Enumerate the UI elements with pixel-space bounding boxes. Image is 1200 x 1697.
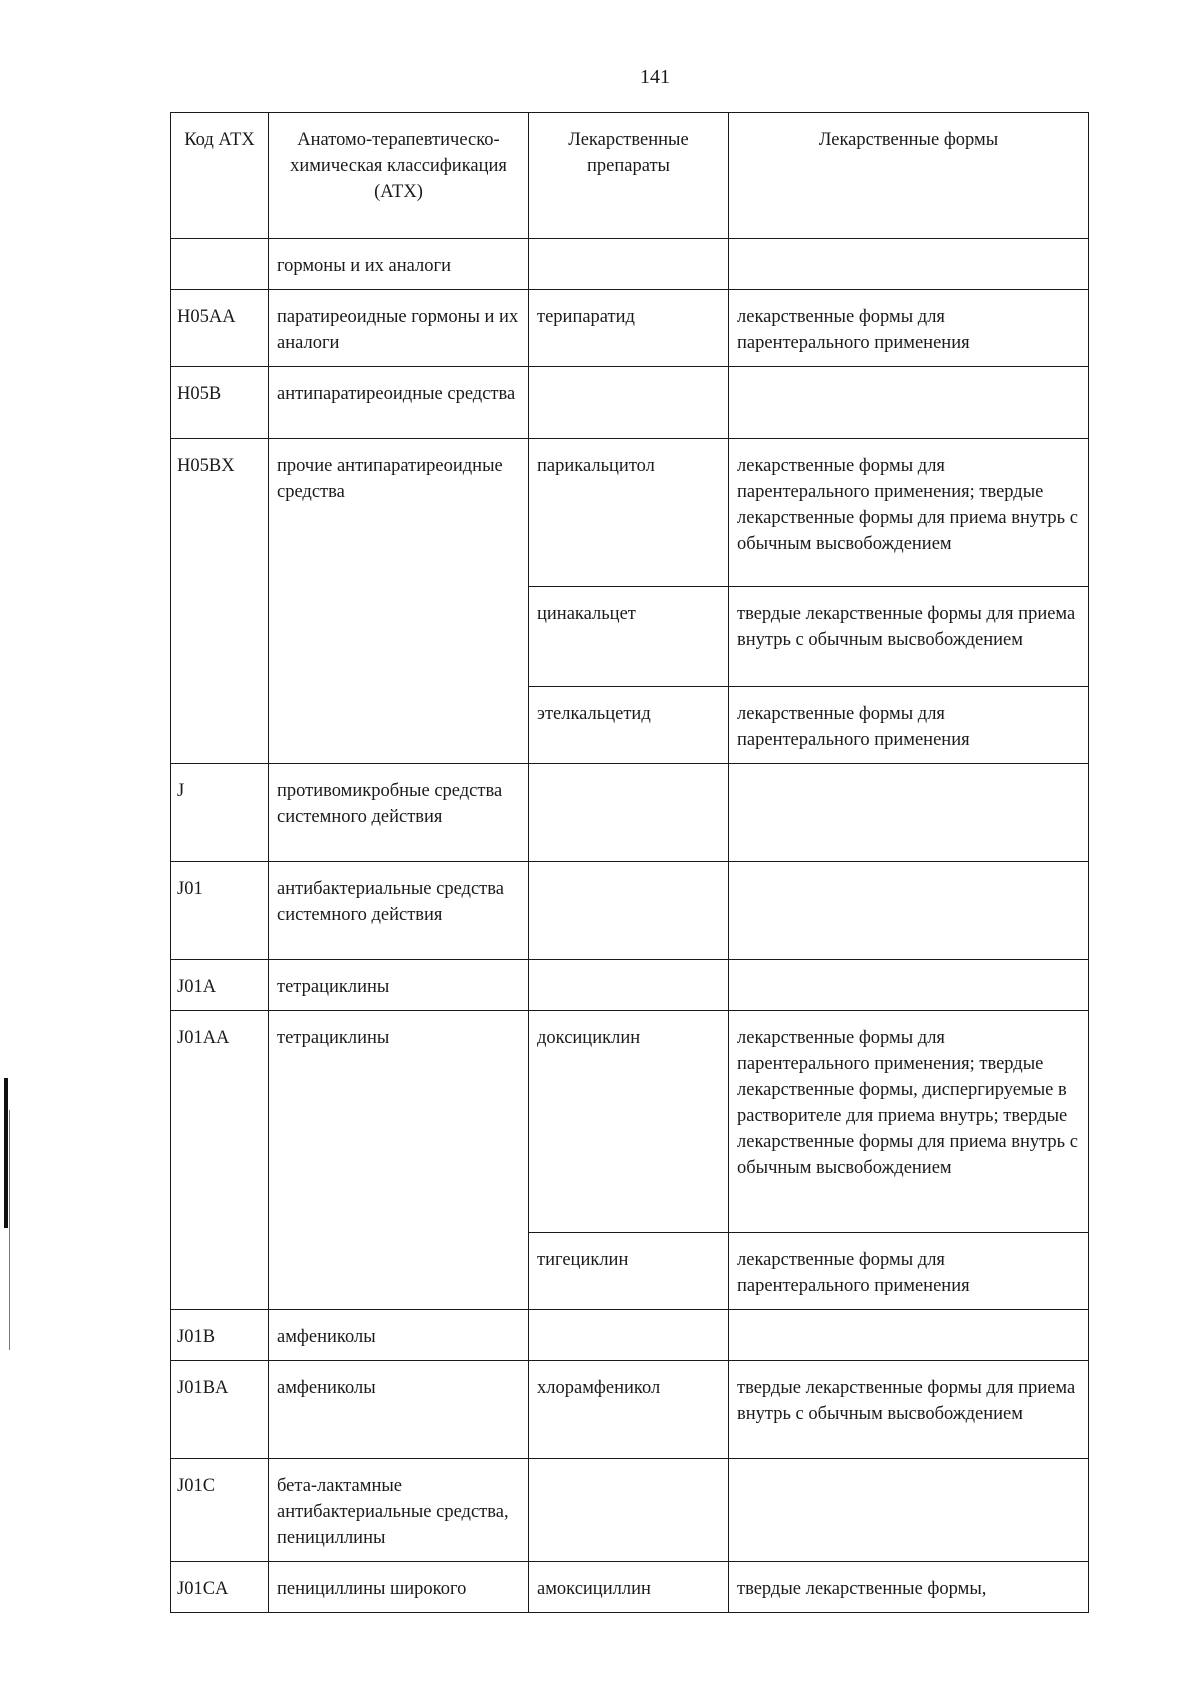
atx-class: амфениколы xyxy=(269,1361,529,1459)
dosage-form: лекарственные формы для парентерального применения; твердые лекарственные формы, диспергируемые в растворителе для приема внутрь; твердые лекарственные формы для приема внутрь с обычным высвобождением xyxy=(729,1011,1089,1233)
drug-name xyxy=(529,367,729,439)
drug-name xyxy=(529,764,729,862)
atx-code: J01AA xyxy=(171,1011,269,1310)
table-row xyxy=(171,367,1089,439)
dosage-form: твердые лекарственные формы, xyxy=(729,1562,1089,1613)
drug-name: амоксициллин xyxy=(529,1562,729,1613)
atx-code: J01A xyxy=(171,960,269,1011)
header-drugs: Лекарственные препараты xyxy=(529,113,729,239)
table-row xyxy=(171,239,1089,290)
atx-code: J01BA xyxy=(171,1361,269,1459)
dosage-form xyxy=(729,862,1089,960)
table-row xyxy=(171,1361,1089,1459)
drug-name xyxy=(529,862,729,960)
header-code: Код АТХ xyxy=(171,113,269,239)
drug-name: хлорамфеникол xyxy=(529,1361,729,1459)
table-row xyxy=(171,439,1089,587)
table-row xyxy=(171,1562,1089,1613)
dosage-form xyxy=(729,1459,1089,1562)
atx-code: H05AA xyxy=(171,290,269,367)
table-row xyxy=(171,960,1089,1011)
drug-name: доксициклин xyxy=(529,1011,729,1233)
dosage-form xyxy=(729,960,1089,1011)
drug-name: терипаратид xyxy=(529,290,729,367)
atx-class: пенициллины широкого xyxy=(269,1562,529,1613)
table-row xyxy=(171,764,1089,862)
drug-name xyxy=(529,1310,729,1361)
atx-code: J01B xyxy=(171,1310,269,1361)
dosage-form: лекарственные формы для парентерального применения xyxy=(729,1233,1089,1310)
margin-scan-mark xyxy=(4,1078,8,1228)
dosage-form xyxy=(729,239,1089,290)
atx-class: гормоны и их аналоги xyxy=(269,239,529,290)
page-number: 141 xyxy=(640,66,670,88)
table-row xyxy=(171,1310,1089,1361)
dosage-form xyxy=(729,1310,1089,1361)
dosage-form: лекарственные формы для парентерального применения xyxy=(729,290,1089,367)
atx-class: антипаратиреоидные средства xyxy=(269,367,529,439)
atx-class: амфениколы xyxy=(269,1310,529,1361)
drug-name: этелкальцетид xyxy=(529,687,729,764)
atx-class: противомикробные средства системного действия xyxy=(269,764,529,862)
dosage-form: твердые лекарственные формы для приема внутрь с обычным высвобождением xyxy=(729,587,1089,687)
header-forms: Лекарственные формы xyxy=(729,113,1089,239)
dosage-form: лекарственные формы для парентерального применения xyxy=(729,687,1089,764)
dosage-form xyxy=(729,367,1089,439)
atx-code: J xyxy=(171,764,269,862)
drug-name xyxy=(529,239,729,290)
atx-table xyxy=(170,112,1089,1613)
header-classification: Анатомо-терапевтическо-химическая классификация (АТХ) xyxy=(269,113,529,239)
atx-class: тетрациклины xyxy=(269,960,529,1011)
drug-name xyxy=(529,1459,729,1562)
atx-code: J01C xyxy=(171,1459,269,1562)
atx-class: бета-лактамные антибактериальные средства, пенициллины xyxy=(269,1459,529,1562)
atx-class: паратиреоидные гормоны и их аналоги xyxy=(269,290,529,367)
drug-name: парикальцитол xyxy=(529,439,729,587)
atx-code: H05B xyxy=(171,367,269,439)
drug-name xyxy=(529,960,729,1011)
atx-code: H05BX xyxy=(171,439,269,764)
atx-code: J01CA xyxy=(171,1562,269,1613)
atx-class: тетрациклины xyxy=(269,1011,529,1310)
table-header-row xyxy=(171,113,1089,239)
drug-name: тигециклин xyxy=(529,1233,729,1310)
table-row xyxy=(171,862,1089,960)
dosage-form: твердые лекарственные формы для приема внутрь с обычным высвобождением xyxy=(729,1361,1089,1459)
drug-name: цинакальцет xyxy=(529,587,729,687)
atx-code: J01 xyxy=(171,862,269,960)
margin-scan-line xyxy=(9,1110,10,1350)
table-row xyxy=(171,1011,1089,1233)
atx-class: антибактериальные средства системного действия xyxy=(269,862,529,960)
table-row xyxy=(171,1459,1089,1562)
dosage-form: лекарственные формы для парентерального применения; твердые лекарственные формы для приема внутрь с обычным высвобождением xyxy=(729,439,1089,587)
table-row xyxy=(171,290,1089,367)
atx-class: прочие антипаратиреоидные средства xyxy=(269,439,529,764)
atx-code xyxy=(171,239,269,290)
dosage-form xyxy=(729,764,1089,862)
